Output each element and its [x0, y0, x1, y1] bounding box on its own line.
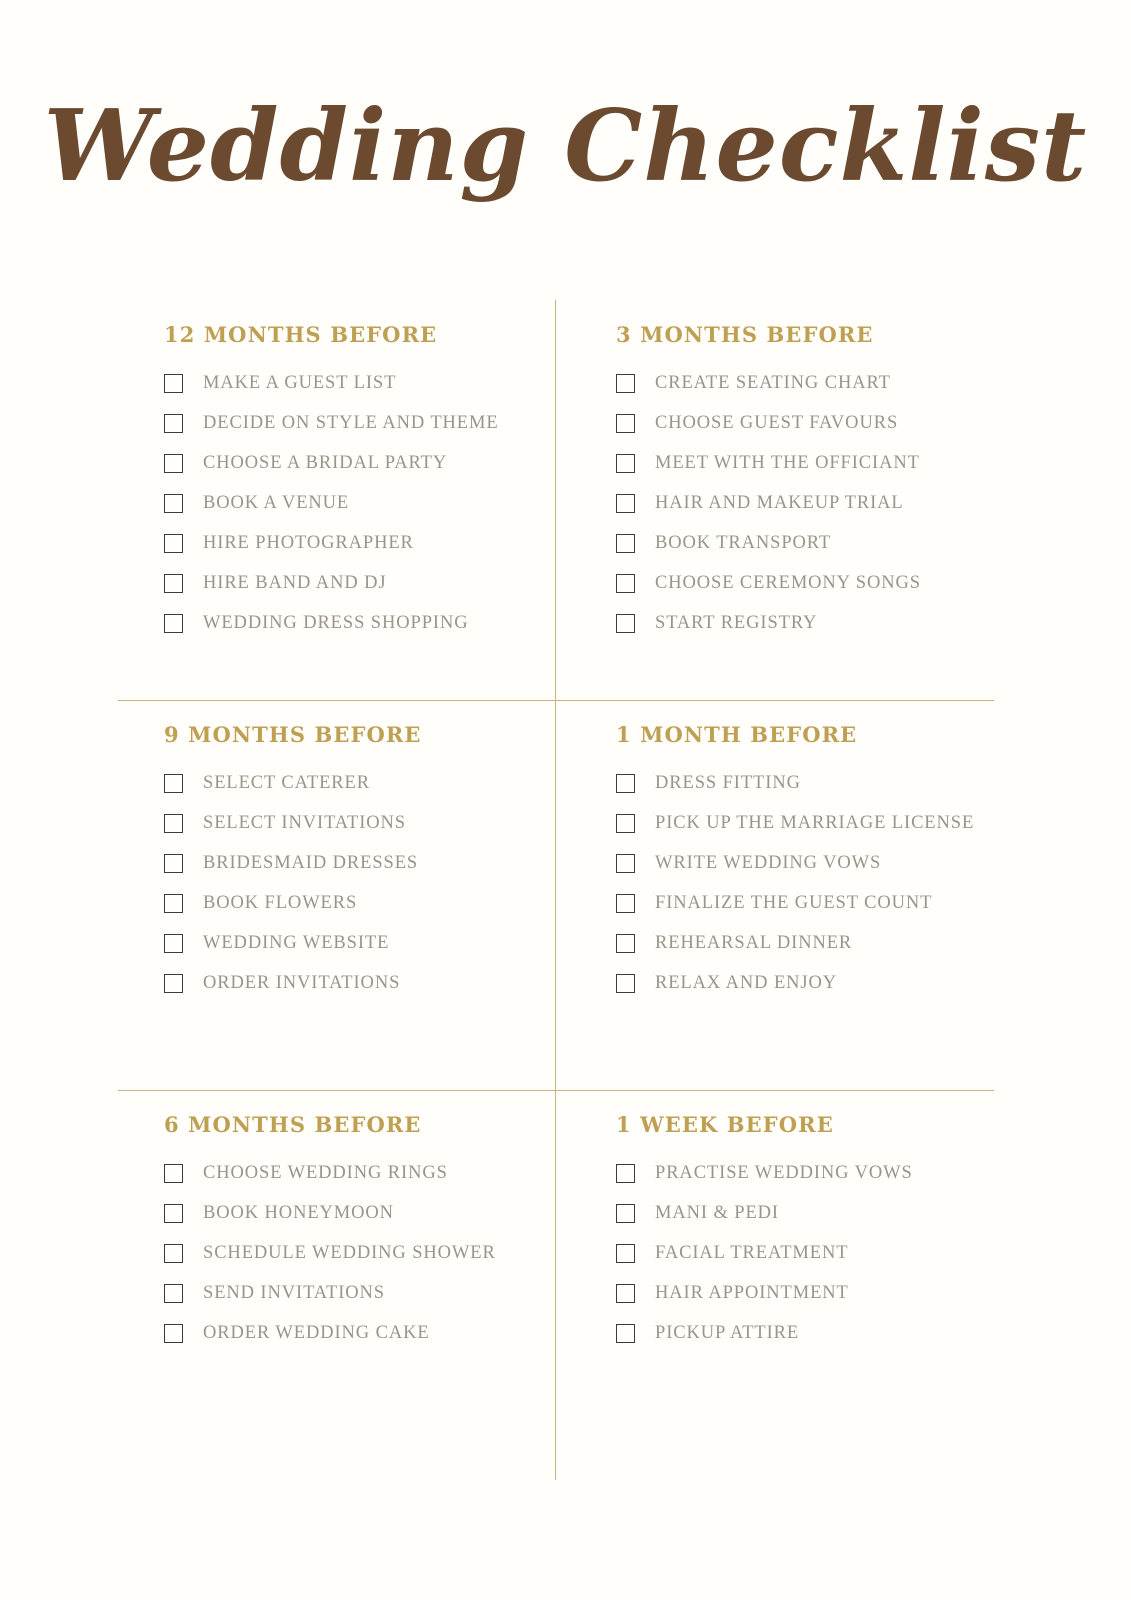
list-item[interactable] — [616, 893, 994, 914]
section-3-months-before — [556, 300, 994, 700]
list-item[interactable] — [164, 1283, 556, 1304]
list-item-label: ORDER INVITATIONS — [203, 973, 401, 993]
list-item-label: WRITE WEDDING VOWS — [655, 853, 882, 873]
list-item-label: START REGISTRY — [655, 613, 818, 633]
list-item[interactable] — [616, 933, 994, 954]
list-item[interactable] — [164, 1323, 556, 1344]
list-item-label: RELAX AND ENJOY — [655, 973, 838, 993]
list-item-label: SEND INVITATIONS — [203, 1283, 385, 1303]
section-item-list — [164, 773, 556, 994]
checkbox-icon[interactable] — [164, 854, 183, 873]
section-item-list — [616, 1163, 994, 1344]
checkbox-icon[interactable] — [616, 814, 635, 833]
list-item[interactable] — [616, 853, 994, 874]
list-item-label: WEDDING WEBSITE — [203, 933, 390, 953]
list-item[interactable] — [164, 533, 556, 554]
checkbox-icon[interactable] — [616, 574, 635, 593]
list-item-label: CHOOSE A BRIDAL PARTY — [203, 453, 448, 473]
section-12-months-before — [118, 300, 556, 700]
checkbox-icon[interactable] — [164, 1244, 183, 1263]
list-item[interactable] — [616, 373, 994, 394]
list-item[interactable] — [616, 573, 994, 594]
section-item-list — [616, 373, 994, 634]
list-item[interactable] — [616, 613, 994, 634]
section-heading: 1 WEEK BEFORE — [616, 1112, 834, 1137]
list-item-label: SELECT CATERER — [203, 773, 370, 793]
checkbox-icon[interactable] — [616, 774, 635, 793]
list-item-label: SCHEDULE WEDDING SHOWER — [203, 1243, 496, 1263]
checkbox-icon[interactable] — [616, 374, 635, 393]
list-item-label: HAIR APPOINTMENT — [655, 1283, 849, 1303]
section-heading: 6 MONTHS BEFORE — [164, 1112, 422, 1137]
section-1-week-before — [556, 1090, 994, 1480]
list-item-label: HAIR AND MAKEUP TRIAL — [655, 493, 904, 513]
list-item[interactable] — [616, 1203, 994, 1224]
list-item[interactable] — [164, 1203, 556, 1224]
checklist-row — [118, 300, 994, 700]
list-item[interactable] — [616, 1243, 994, 1264]
list-item[interactable] — [164, 973, 556, 994]
list-item[interactable] — [616, 1163, 994, 1184]
list-item[interactable] — [164, 453, 556, 474]
checkbox-icon[interactable] — [164, 494, 183, 513]
list-item[interactable] — [616, 973, 994, 994]
list-item-label: MEET WITH THE OFFICIANT — [655, 453, 920, 473]
list-item[interactable] — [164, 773, 556, 794]
list-item-label: PRACTISE WEDDING VOWS — [655, 1163, 913, 1183]
list-item-label: PICKUP ATTIRE — [655, 1323, 800, 1343]
checkbox-icon[interactable] — [164, 974, 183, 993]
list-item-label: DECIDE ON STYLE AND THEME — [203, 413, 499, 433]
checkbox-icon[interactable] — [164, 1204, 183, 1223]
checklist-row — [118, 700, 994, 1090]
checkbox-icon[interactable] — [616, 854, 635, 873]
list-item[interactable] — [164, 1243, 556, 1264]
list-item[interactable] — [164, 373, 556, 394]
checkbox-icon[interactable] — [164, 774, 183, 793]
checkbox-icon[interactable] — [164, 934, 183, 953]
list-item-label: MAKE A GUEST LIST — [203, 373, 397, 393]
list-item[interactable] — [164, 1163, 556, 1184]
checkbox-icon[interactable] — [616, 614, 635, 633]
checkbox-icon[interactable] — [616, 414, 635, 433]
list-item-label: CHOOSE WEDDING RINGS — [203, 1163, 448, 1183]
section-item-list — [164, 373, 556, 634]
list-item[interactable] — [164, 493, 556, 514]
list-item-label: DRESS FITTING — [655, 773, 801, 793]
checkbox-icon[interactable] — [164, 1324, 183, 1343]
list-item[interactable] — [616, 453, 994, 474]
checklist-row — [118, 1090, 994, 1480]
checkbox-icon[interactable] — [616, 534, 635, 553]
list-item-label: HIRE PHOTOGRAPHER — [203, 533, 414, 553]
section-heading: 9 MONTHS BEFORE — [164, 722, 422, 747]
list-item-label: PICK UP THE MARRIAGE LICENSE — [655, 813, 975, 833]
list-item-label: BOOK HONEYMOON — [203, 1203, 394, 1223]
section-6-months-before — [118, 1090, 556, 1480]
section-heading: 12 MONTHS BEFORE — [164, 322, 438, 347]
checkbox-icon[interactable] — [616, 1244, 635, 1263]
list-item-label: FINALIZE THE GUEST COUNT — [655, 893, 933, 913]
checkbox-icon[interactable] — [616, 454, 635, 473]
checkbox-icon[interactable] — [616, 894, 635, 913]
list-item-label: REHEARSAL DINNER — [655, 933, 853, 953]
checkbox-icon[interactable] — [616, 934, 635, 953]
list-item[interactable] — [164, 893, 556, 914]
list-item-label: BOOK TRANSPORT — [655, 533, 832, 553]
list-item[interactable] — [164, 573, 556, 594]
list-item-label: MANI & PEDI — [655, 1203, 779, 1223]
section-item-list — [616, 773, 994, 994]
section-item-list — [164, 1163, 556, 1344]
checkbox-icon[interactable] — [164, 534, 183, 553]
checkbox-icon[interactable] — [616, 494, 635, 513]
checklist-grid — [118, 300, 994, 1480]
list-item-label: CHOOSE GUEST FAVOURS — [655, 413, 899, 433]
checkbox-icon[interactable] — [616, 1204, 635, 1223]
checkbox-icon[interactable] — [616, 1284, 635, 1303]
list-item-label: BRIDESMAID DRESSES — [203, 853, 419, 873]
checkbox-icon[interactable] — [616, 1324, 635, 1343]
checkbox-icon[interactable] — [164, 574, 183, 593]
checkbox-icon[interactable] — [164, 614, 183, 633]
checkbox-icon[interactable] — [616, 1164, 635, 1183]
list-item-label: ORDER WEDDING CAKE — [203, 1323, 430, 1343]
checkbox-icon[interactable] — [164, 1164, 183, 1183]
list-item[interactable] — [616, 1323, 994, 1344]
checkbox-icon[interactable] — [164, 414, 183, 433]
list-item[interactable] — [616, 1283, 994, 1304]
list-item-label: BOOK A VENUE — [203, 493, 350, 513]
list-item[interactable] — [616, 493, 994, 514]
checkbox-icon[interactable] — [164, 374, 183, 393]
page-title: Wedding Checklist — [43, 89, 1088, 204]
checkbox-icon[interactable] — [164, 454, 183, 473]
list-item[interactable] — [164, 613, 556, 634]
list-item[interactable] — [164, 933, 556, 954]
checkbox-icon[interactable] — [616, 974, 635, 993]
section-1-month-before — [556, 700, 994, 1090]
list-item[interactable] — [616, 813, 994, 834]
list-item-label: HIRE BAND AND DJ — [203, 573, 387, 593]
list-item-label: CREATE SEATING CHART — [655, 373, 891, 393]
list-item-label: FACIAL TREATMENT — [655, 1243, 849, 1263]
checkbox-icon[interactable] — [164, 894, 183, 913]
section-heading: 3 MONTHS BEFORE — [616, 322, 874, 347]
list-item[interactable] — [616, 413, 994, 434]
list-item[interactable] — [164, 813, 556, 834]
section-heading: 1 MONTH BEFORE — [616, 722, 858, 747]
list-item[interactable] — [164, 413, 556, 434]
list-item-label: CHOOSE CEREMONY SONGS — [655, 573, 921, 593]
list-item[interactable] — [164, 853, 556, 874]
list-item-label: SELECT INVITATIONS — [203, 813, 406, 833]
list-item[interactable] — [616, 533, 994, 554]
list-item-label: WEDDING DRESS SHOPPING — [203, 613, 469, 633]
section-9-months-before — [118, 700, 556, 1090]
checkbox-icon[interactable] — [164, 814, 183, 833]
checkbox-icon[interactable] — [164, 1284, 183, 1303]
list-item[interactable] — [616, 773, 994, 794]
list-item-label: BOOK FLOWERS — [203, 893, 358, 913]
